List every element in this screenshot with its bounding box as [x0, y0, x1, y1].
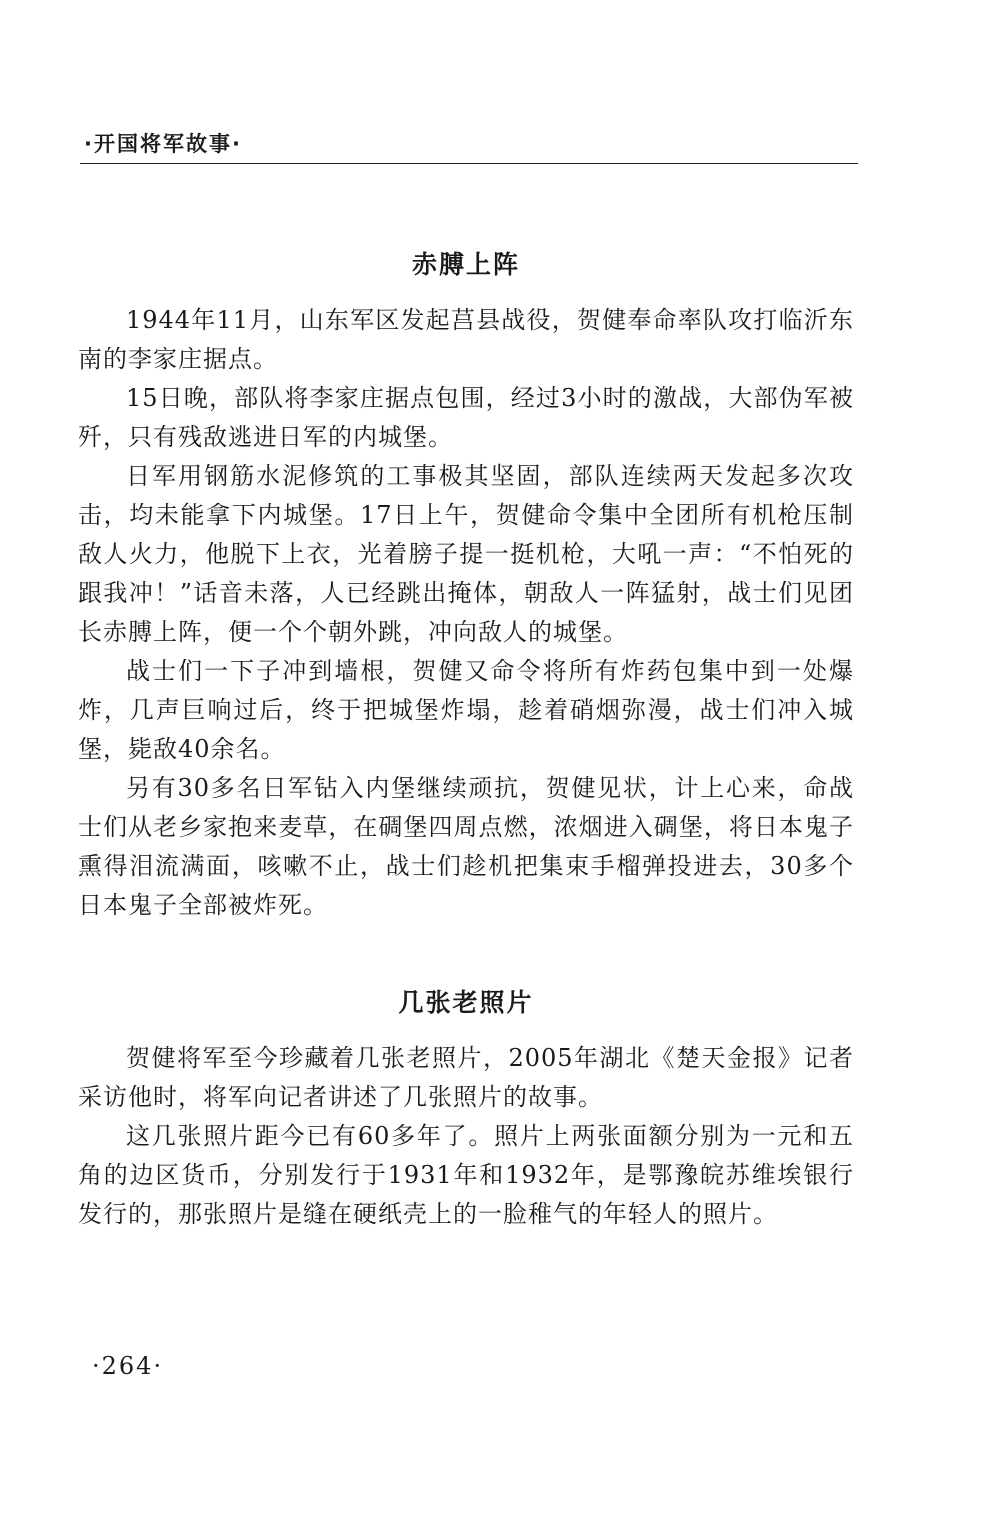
- page-content: [78, 245, 854, 1234]
- paragraph: 战士们一下子冲到墙根，贺健又命令将所有炸药包集中到一处爆炸，几声巨响过后，终于把城堡炸塌，趁着硝烟弥漫，战士们冲入城堡，毙敌40余名。: [78, 657, 854, 763]
- section-title: 几张老照片: [398, 988, 534, 1017]
- running-header: ·开国将军故事·: [84, 132, 242, 156]
- paragraph: 日军用钢筋水泥修筑的工事极其坚固，部队连续两天发起多次攻击，均未能拿下内城堡。17日上午，贺健命令集中全团所有机枪压制敌人火力，他脱下上衣，光着膀子提一挺机枪，大吼一声：“不怕死的跟我冲！”话音未落，人已经跳出掩体，朝敌人一阵猛射，战士们见团长赤膊上阵，便一个个朝外跳，冲向敌人的城堡。: [78, 462, 854, 646]
- section-jizhang-laozhaopian: [78, 983, 854, 1234]
- paragraph: 这几张照片距今已有60多年了。照片上两张面额分别为一元和五角的边区货币，分别发行于1931年和1932年，是鄂豫皖苏维埃银行发行的，那张照片是缝在硬纸壳上的一脸稚气的年轻人的照片。: [78, 1122, 854, 1228]
- paragraph: 15日晚，部队将李家庄据点包围，经过3小时的激战，大部伪军被歼，只有残敌逃进日军的内城堡。: [78, 384, 854, 451]
- paragraph: 1944年11月，山东军区发起莒县战役，贺健奉命率队攻打临沂东南的李家庄据点。: [78, 306, 854, 373]
- header-rule: [80, 163, 858, 164]
- paragraph: 另有30多名日军钻入内堡继续顽抗，贺健见状，计上心来，命战士们从老乡家抱来麦草，在碉堡四周点燃，浓烟进入碉堡，将日本鬼子熏得泪流满面，咳嗽不止，战士们趁机把集束手榴弹投进去，30多个日本鬼子全部被炸死。: [78, 774, 854, 919]
- section-title: 赤膊上阵: [411, 250, 520, 279]
- section-chibo-shangzhen: [78, 245, 854, 925]
- page-number: ·264·: [92, 1352, 164, 1380]
- paragraph: 贺健将军至今珍藏着几张老照片，2005年湖北《楚天金报》记者采访他时，将军向记者讲述了几张照片的故事。: [78, 1044, 854, 1111]
